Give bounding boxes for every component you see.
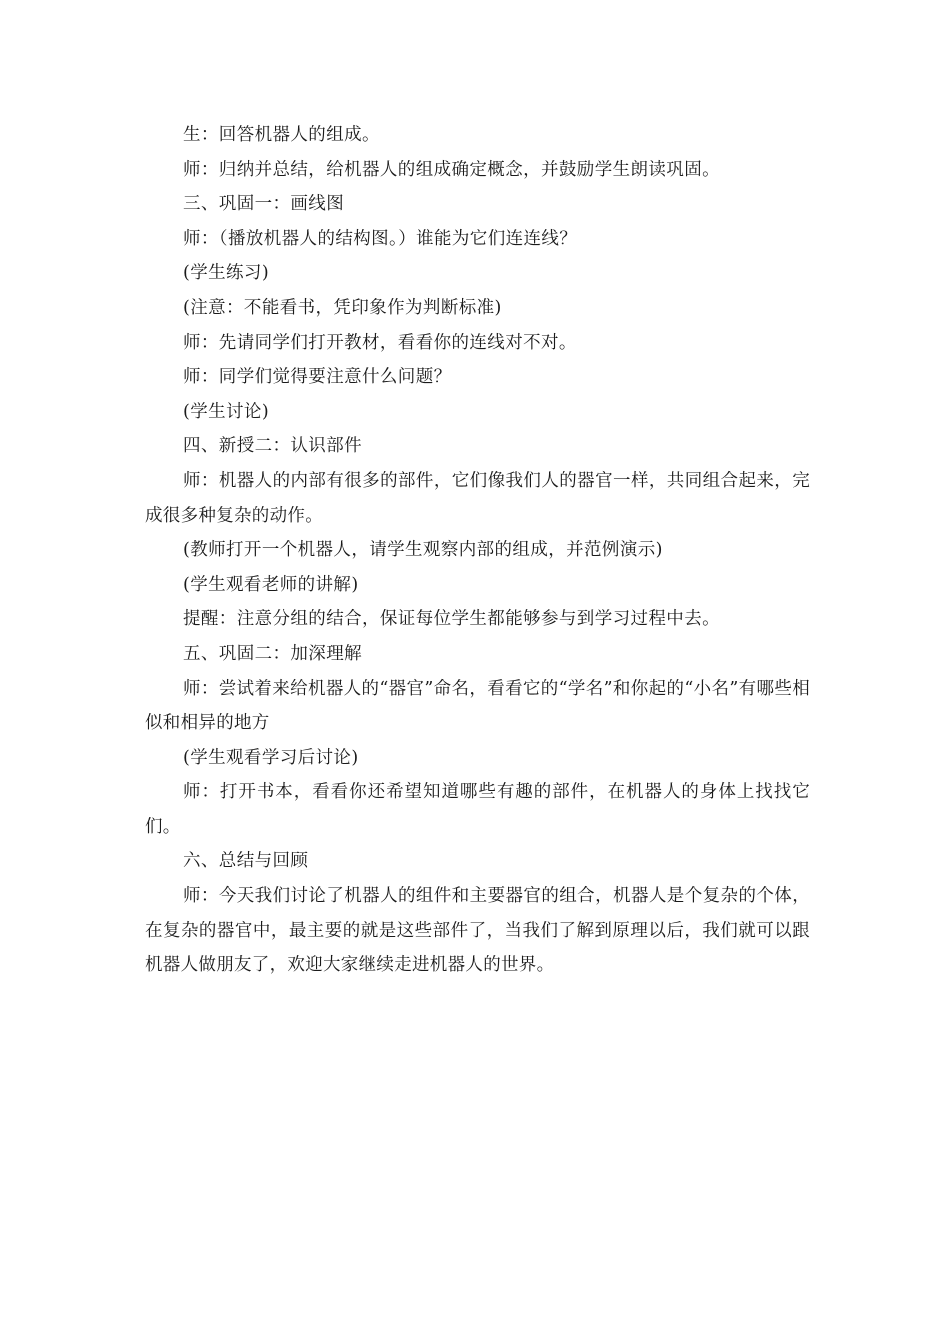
text-line: 师：归纳并总结，给机器人的组成确定概念，并鼓励学生朗读巩固。 bbox=[183, 159, 720, 180]
text-line: 提醒：注意分组的结合，保证每位学生都能够参与到学习过程中去。 bbox=[183, 609, 720, 630]
text-line: 师：同学们觉得要注意什么问题？ bbox=[183, 367, 452, 388]
section-heading: 六、总结与回顾 bbox=[183, 851, 309, 872]
text-line: (学生观看学习后讨论) bbox=[183, 747, 359, 768]
paragraph: 师：打开书本，看看你还希望知道哪些有趣的部件，在机器人的身体上找找它们。 bbox=[145, 782, 810, 837]
text-line: (教师打开一个机器人，请学生观察内部的组成，并范例演示) bbox=[183, 540, 663, 561]
section-heading: 四、新授二：认识部件 bbox=[183, 436, 362, 457]
paragraph: 师：尝试着来给机器人的“器官”命名，看看它的“学名”和你起的“小名”有哪些相似和相异的地方 bbox=[145, 678, 810, 734]
text-line: (注意：不能看书，凭印象作为判断标准) bbox=[183, 297, 502, 318]
paragraph: 师：机器人的内部有很多的部件，它们像我们人的器官一样，共同组合起来，完成很多种复杂的动作。 bbox=[145, 470, 810, 526]
text-line: (学生练习) bbox=[183, 263, 270, 284]
section-heading: 五、巩固二：加深理解 bbox=[183, 643, 362, 664]
section-heading: 三、巩固一：画线图 bbox=[183, 194, 345, 215]
text-line: 师：先请同学们打开教材，看看你的连线对不对。 bbox=[183, 332, 577, 353]
document-body bbox=[145, 118, 810, 983]
text-line: (学生观看老师的讲解) bbox=[183, 574, 359, 595]
text-line: 生：回答机器人的组成。 bbox=[183, 125, 380, 145]
text-line: (学生讨论) bbox=[183, 401, 270, 422]
paragraph: 师：今天我们讨论了机器人的组件和主要器官的组合，机器人是个复杂的个体，在复杂的器官中，最主要的就是这些部件了，当我们了解到原理以后，我们就可以跟机器人做朋友了，欢迎大家继续走进机器人的世界。 bbox=[145, 886, 810, 976]
text-line: 师：（播放机器人的结构图。）谁能为它们连连线？ bbox=[183, 228, 578, 249]
